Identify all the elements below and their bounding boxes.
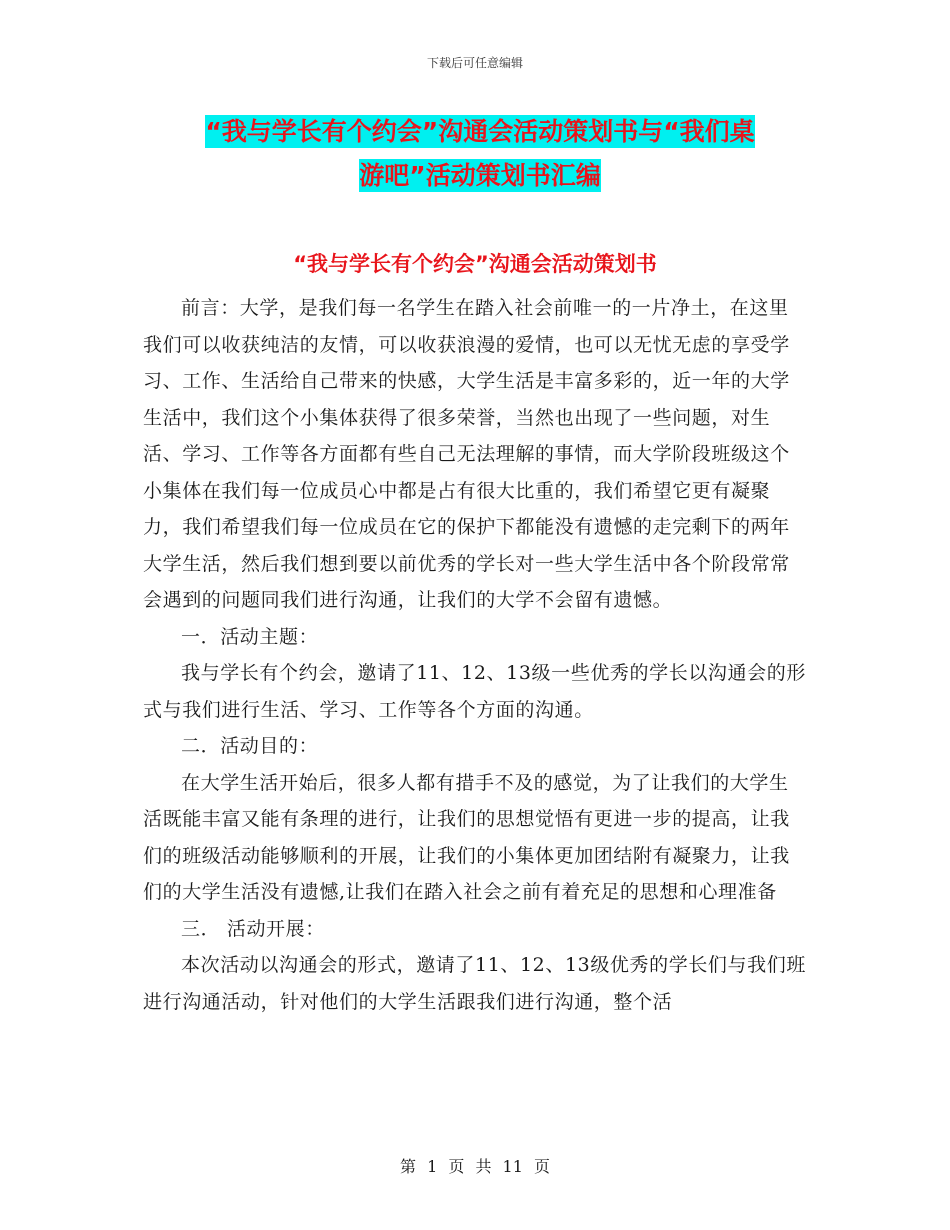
document-body — [143, 290, 807, 1020]
heading-activity-purpose: 二．活动目的： — [181, 735, 319, 757]
title-line-1: “我与学长有个约会”沟通会活动策划书与“我们桌 — [205, 117, 755, 146]
title-line-2: 游吧”活动策划书汇编 — [359, 161, 601, 190]
section-title: “我与学长有个约会”沟通会活动策划书 — [293, 252, 657, 276]
paragraph-purpose: 在大学生活开始后，很多人都有措手不及的感觉，为了让我们的大学生活既能丰富又能有条理的进行，让我们的思想觉悟有更进一步的提高，让我们的班级活动能够顺利的开展，让我们的小集体更加团结附有凝聚力，让我们的大学生活没有遗憾,让我们在踏入社会之前有着充足的思想和心理准备 — [143, 771, 790, 903]
paragraph-development: 本次活动以沟通会的形式，邀请了11、12、13级优秀的学长们与我们班进行沟通活动，针对他们的大学生活跟我们进行沟通，整个活 — [143, 954, 806, 1013]
page-number: 第 1 页 共 11 页 — [400, 1157, 550, 1176]
document-title — [150, 110, 810, 198]
paragraph-preface: 前言：大学，是我们每一名学生在踏入社会前唯一的一片净土，在这里我们可以收获纯洁的友情，可以收获浪漫的爱情，也可以无忧无虑的享受学习、工作、生活给自己带来的快感，大学生活是丰富多彩的，近一年的大学生活中，我们这个小集体获得了很多荣誉，当然也出现了一些问题，对生活、学习、工作等各方面都有些自己无法理解的事情，而大学阶段班级这个小集体在我们每一位成员心中都是占有很大比重的，我们希望它更有凝聚力，我们希望我们每一位成员在它的保护下都能没有遗憾的走完剩下的两年大学生活，然后我们想到要以前优秀的学长对一些大学生活中各个阶段常常会遇到的问题同我们进行沟通，让我们的大学不会留有遗憾。 — [143, 297, 790, 611]
heading-activity-development: 三． 活动开展： — [181, 917, 325, 940]
page-header-note: 下载后可任意编辑 — [426, 56, 523, 70]
heading-activity-theme: 一．活动主题： — [181, 625, 319, 648]
paragraph-theme: 我与学长有个约会，邀请了11、12、13级一些优秀的学长以沟通会的形式与我们进行生活、学习、工作等各个方面的沟通。 — [143, 662, 806, 721]
